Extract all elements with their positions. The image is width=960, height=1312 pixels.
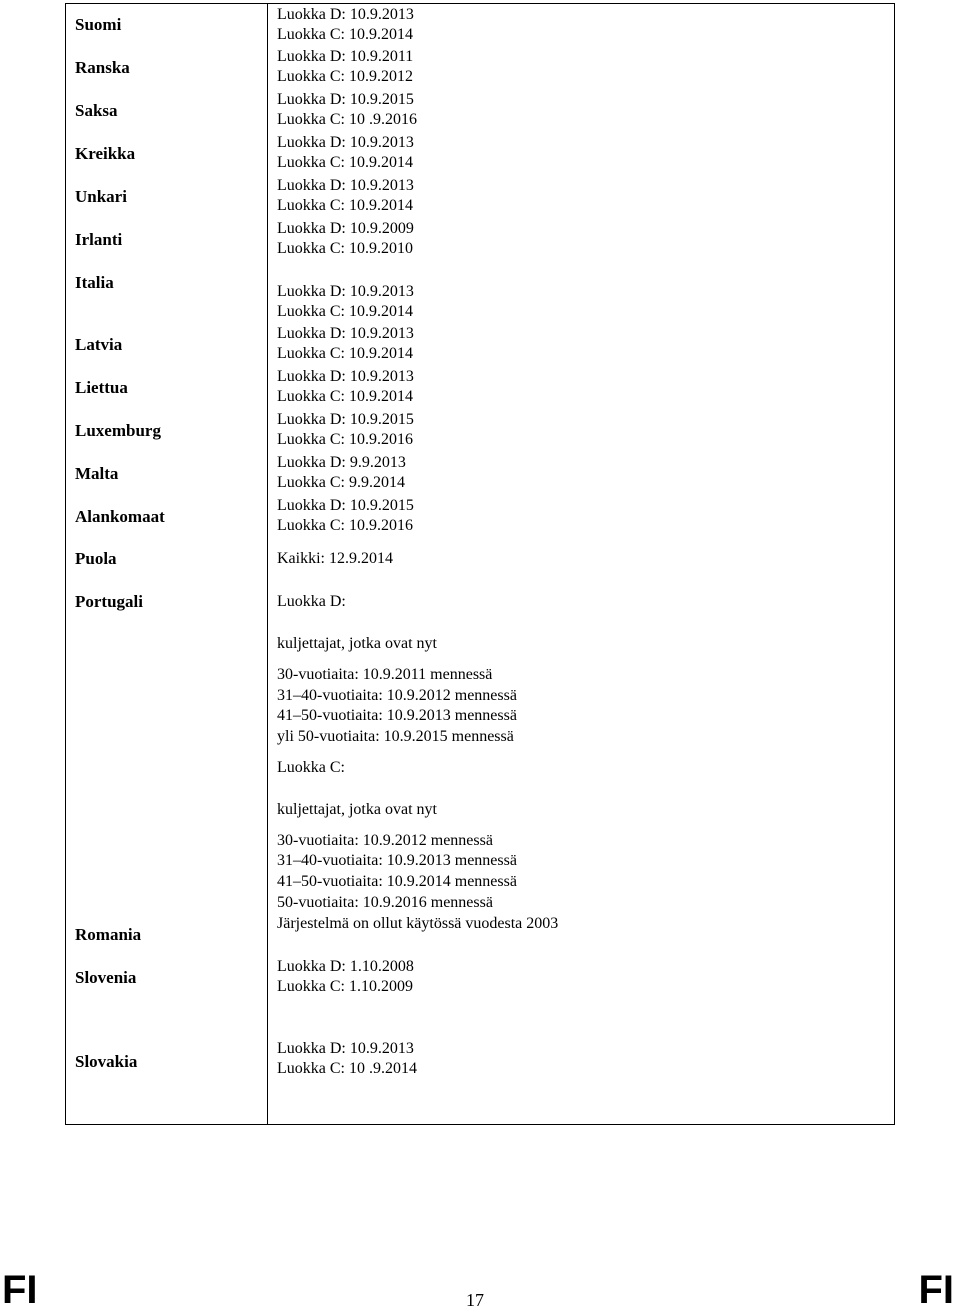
date-line: Luokka C: 10.9.2014 xyxy=(277,154,413,171)
date-line: Luokka C: 10.9.2014 xyxy=(277,197,413,214)
footer-language-left: FI xyxy=(2,1268,38,1312)
country-cell: Unkari xyxy=(75,187,127,206)
date-line: 31–40-vuotiaita: 10.9.2012 mennessä xyxy=(277,687,517,704)
country-cell: Irlanti xyxy=(75,230,123,249)
date-line: Luokka D: 10.9.2013 xyxy=(277,134,414,151)
date-line: Luokka D: xyxy=(277,593,346,610)
date-line: 41–50-vuotiaita: 10.9.2013 mennessä xyxy=(277,707,517,724)
date-cell xyxy=(277,219,414,259)
date-cell xyxy=(277,367,414,407)
footer-language-right: FI xyxy=(918,1268,954,1312)
date-cell xyxy=(277,549,393,569)
country-cell: Luxemburg xyxy=(75,421,161,440)
date-line: 30-vuotiaita: 10.9.2011 mennessä xyxy=(277,666,493,683)
date-line: Luokka C: 10 .9.2014 xyxy=(277,1060,417,1077)
date-line: Luokka C: 10.9.2016 xyxy=(277,517,413,534)
date-line: Luokka C: 9.9.2014 xyxy=(277,474,405,491)
date-cell xyxy=(277,410,414,450)
page-number: 17 xyxy=(466,1290,484,1310)
date-line: Luokka C: 1.10.2009 xyxy=(277,978,413,995)
date-cell xyxy=(277,90,417,130)
date-line: Luokka D: 10.9.2015 xyxy=(277,91,414,108)
date-line: Luokka C: 10.9.2014 xyxy=(277,388,413,405)
country-cell: Puola xyxy=(75,549,117,568)
date-cell xyxy=(277,176,414,216)
date-line: Luokka C: 10.9.2010 xyxy=(277,240,413,257)
date-line: Luokka C: 10.9.2014 xyxy=(277,26,413,43)
date-line: 31–40-vuotiaita: 10.9.2013 mennessä xyxy=(277,852,517,869)
date-line: Luokka C: 10.9.2012 xyxy=(277,68,413,85)
date-line: yli 50-vuotiaita: 10.9.2015 mennessä xyxy=(277,728,514,745)
date-line: Luokka C: 10.9.2016 xyxy=(277,431,413,448)
date-line: Luokka D: 1.10.2008 xyxy=(277,958,414,975)
date-cell xyxy=(277,453,406,493)
country-cell: Alankomaat xyxy=(75,507,165,526)
country-cell: Latvia xyxy=(75,335,123,354)
country-cell: Romania xyxy=(75,925,142,944)
date-line: 41–50-vuotiaita: 10.9.2014 mennessä xyxy=(277,873,517,890)
date-cell xyxy=(277,1039,417,1079)
date-line: Luokka D: 10.9.2011 xyxy=(277,48,414,65)
country-cell: Slovakia xyxy=(75,1052,138,1071)
country-cell: Italia xyxy=(75,273,114,292)
date-line: Luokka C: 10.9.2014 xyxy=(277,345,413,362)
date-cell xyxy=(277,47,413,87)
date-cell xyxy=(277,5,414,45)
date-cell xyxy=(277,133,414,173)
date-line: Luokka C: xyxy=(277,759,345,776)
date-line: Luokka D: 10.9.2013 xyxy=(277,368,414,385)
date-cell xyxy=(277,282,414,322)
date-line: kuljettajat, jotka ovat nyt xyxy=(277,635,437,652)
date-cell xyxy=(277,496,414,536)
country-cell: Slovenia xyxy=(75,968,137,987)
country-cell: Suomi xyxy=(75,15,122,34)
date-line: 50-vuotiaita: 10.9.2016 mennessä xyxy=(277,894,493,911)
date-cell xyxy=(277,957,414,997)
date-cell xyxy=(277,324,414,364)
date-line: Luokka D: 10.9.2015 xyxy=(277,411,414,428)
dates-table xyxy=(65,3,895,1125)
date-line: Luokka D: 10.9.2013 xyxy=(277,283,414,300)
column-divider xyxy=(267,3,268,1125)
date-line: Luokka D: 9.9.2013 xyxy=(277,454,406,471)
date-line: Luokka D: 10.9.2015 xyxy=(277,497,414,514)
country-cell: Malta xyxy=(75,464,119,483)
date-line: Järjestelmä on ollut käytössä vuodesta 2003 xyxy=(277,915,559,932)
country-cell: Kreikka xyxy=(75,144,136,163)
date-line: Luokka D: 10.9.2009 xyxy=(277,220,414,237)
date-line: Luokka D: 10.9.2013 xyxy=(277,1040,414,1057)
date-line: Kaikki: 12.9.2014 xyxy=(277,550,393,567)
country-cell: Saksa xyxy=(75,101,118,120)
date-line: Luokka D: 10.9.2013 xyxy=(277,6,414,23)
date-line: kuljettajat, jotka ovat nyt xyxy=(277,801,437,818)
date-line: 30-vuotiaita: 10.9.2012 mennessä xyxy=(277,832,493,849)
date-line: Luokka D: 10.9.2013 xyxy=(277,325,414,342)
date-line: Luokka D: 10.9.2013 xyxy=(277,177,414,194)
country-cell: Liettua xyxy=(75,378,128,397)
date-line: Luokka C: 10 .9.2016 xyxy=(277,111,417,128)
country-cell: Portugali xyxy=(75,592,143,611)
date-line: Luokka C: 10.9.2014 xyxy=(277,303,413,320)
country-cell: Ranska xyxy=(75,58,130,77)
